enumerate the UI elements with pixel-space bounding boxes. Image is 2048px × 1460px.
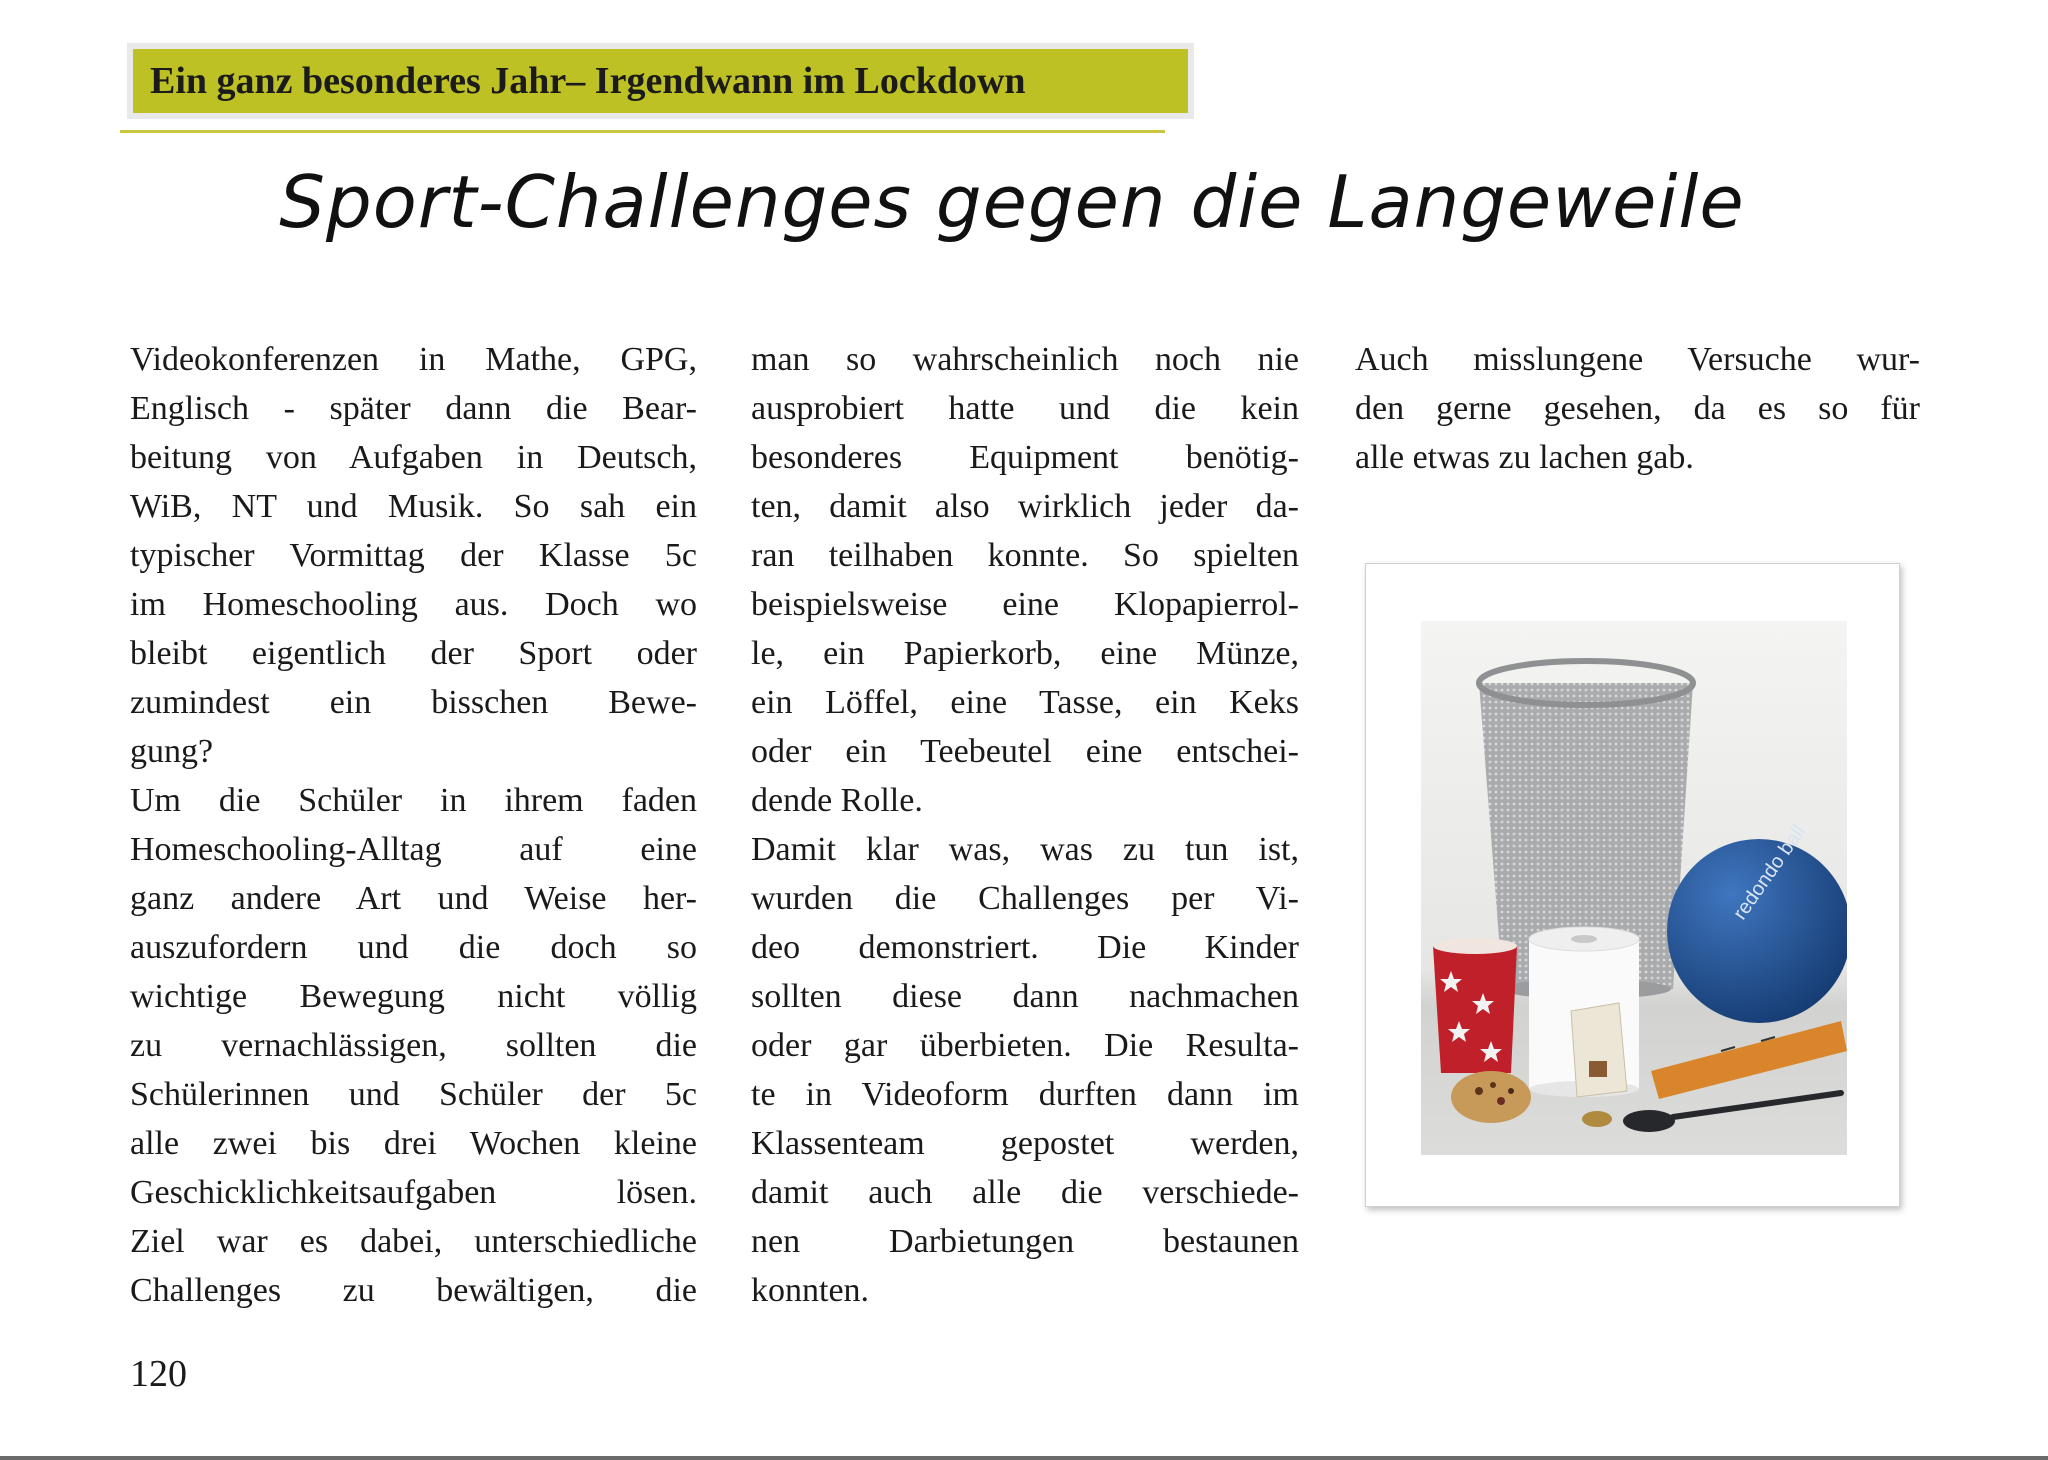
photo-frame xyxy=(1365,563,1900,1207)
text-column-2 xyxy=(751,335,1299,1315)
page-bottom-border xyxy=(0,1456,2048,1460)
text-line: beitung von Aufgaben in Deutsch, xyxy=(130,439,697,476)
text-line: Ziel war es dabei, unterschiedliche xyxy=(130,1223,697,1260)
text-line: nen Darbietungen bestaunen xyxy=(751,1223,1299,1260)
text-column-3 xyxy=(1355,335,1920,482)
text-line: Um die Schüler in ihrem faden xyxy=(130,782,697,819)
text-line: zu vernachlässigen, sollten die xyxy=(130,1027,697,1064)
text-line: beispielsweise eine Klopapierrol- xyxy=(751,586,1299,623)
mug xyxy=(1433,938,1517,1073)
text-line: gung? xyxy=(130,733,214,770)
article-headline: Sport-Challenges gegen die Langeweile xyxy=(279,160,1745,244)
text-line: Homeschooling-Alltag auf eine xyxy=(130,831,697,868)
ball-label: redondo ball xyxy=(1729,821,1811,924)
text-line: im Homeschooling aus. Doch wo xyxy=(130,586,697,623)
section-banner xyxy=(127,43,1194,119)
text-line: oder ein Teebeutel eine entschei- xyxy=(751,733,1299,770)
text-line: zumindest ein bisschen Bewe- xyxy=(130,684,697,721)
text-line: Klassenteam gepostet werden, xyxy=(751,1125,1299,1162)
coin xyxy=(1582,1111,1612,1127)
text-line: konnten. xyxy=(751,1272,870,1309)
text-line: Videokonferenzen in Mathe, GPG, xyxy=(130,341,697,378)
text-line: alle etwas zu lachen gab. xyxy=(1355,439,1694,476)
text-line: dende Rolle. xyxy=(751,782,923,819)
text-line: Schülerinnen und Schüler der 5c xyxy=(130,1076,697,1113)
text-line: ausprobiert hatte und die kein xyxy=(751,390,1299,427)
text-line: typischer Vormittag der Klasse 5c xyxy=(130,537,697,574)
challenge-items-photo xyxy=(1421,621,1847,1155)
tea-bag xyxy=(1571,1003,1627,1097)
text-line: ten, damit also wirklich jeder da- xyxy=(751,488,1299,525)
text-line: oder gar überbieten. Die Resulta- xyxy=(751,1027,1299,1064)
text-line: Auch misslungene Versuche wur- xyxy=(1355,341,1920,378)
page-number: 120 xyxy=(130,1353,187,1395)
text-line: besonderes Equipment benötig- xyxy=(751,439,1299,476)
text-line: le, ein Papierkorb, eine Münze, xyxy=(751,635,1299,672)
text-line: ran teilhaben konnte. So spielten xyxy=(751,537,1299,574)
text-line: ganz andere Art und Weise her- xyxy=(130,880,697,917)
text-line: WiB, NT und Musik. So sah ein xyxy=(130,488,697,525)
text-column-1 xyxy=(130,335,697,1315)
cookie xyxy=(1451,1071,1531,1123)
section-banner-title: Ein ganz besonderes Jahr– Irgendwann im Lockdown xyxy=(133,49,1188,113)
text-line: man so wahrscheinlich noch nie xyxy=(751,341,1299,378)
text-line: sollten diese dann nachmachen xyxy=(751,978,1299,1015)
text-line: Englisch - später dann die Bear- xyxy=(130,390,697,427)
text-line: ein Löffel, eine Tasse, ein Keks xyxy=(751,684,1299,721)
text-line: wurden die Challenges per Vi- xyxy=(751,880,1299,917)
text-line: Geschicklichkeitsaufgaben lösen. xyxy=(130,1174,697,1211)
text-line: den gerne gesehen, da es so für xyxy=(1355,390,1920,427)
text-line: wichtige Bewegung nicht völlig xyxy=(130,978,697,1015)
text-line: alle zwei bis drei Wochen kleine xyxy=(130,1125,697,1162)
text-line: bleibt eigentlich der Sport oder xyxy=(130,635,697,672)
text-line: damit auch alle die verschiede- xyxy=(751,1174,1299,1211)
text-line: Challenges zu bewältigen, die xyxy=(130,1272,697,1309)
text-line: te in Videoform durften dann im xyxy=(751,1076,1299,1113)
text-line: auszufordern und die doch so xyxy=(130,929,697,966)
banner-underline xyxy=(120,130,1165,133)
text-line: Damit klar was, was zu tun ist, xyxy=(751,831,1299,868)
text-line: deo demonstriert. Die Kinder xyxy=(751,929,1299,966)
